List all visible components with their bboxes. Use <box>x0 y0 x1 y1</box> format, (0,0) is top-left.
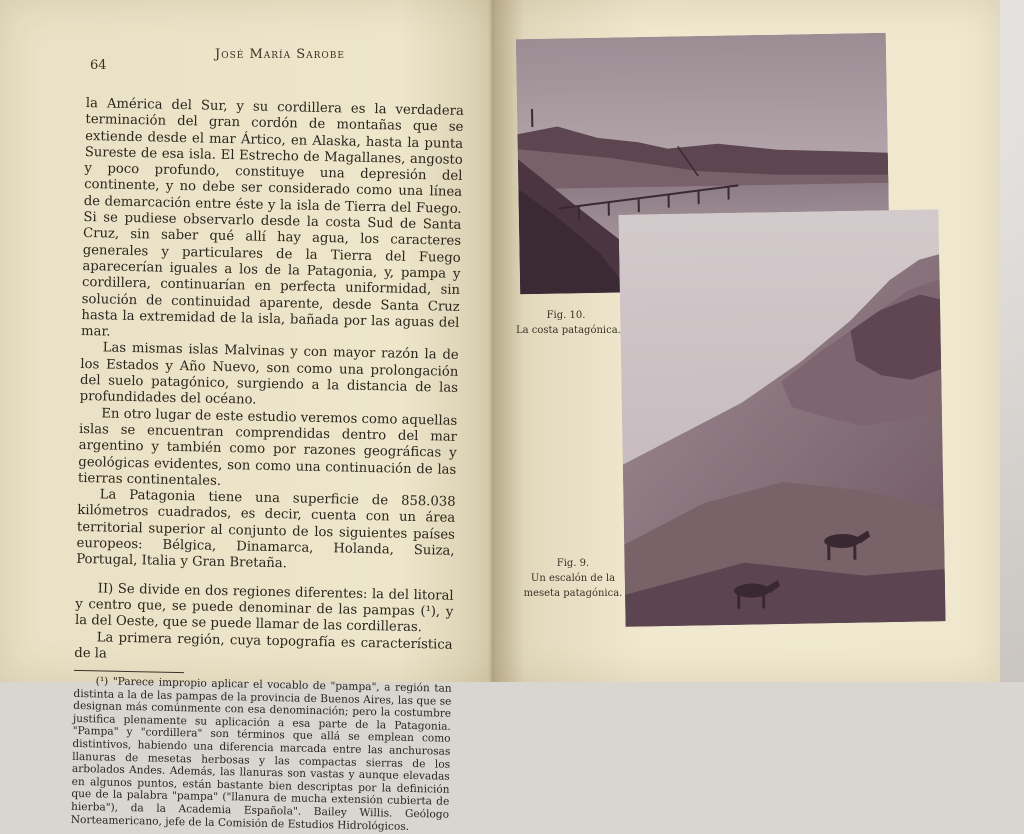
paragraph: II) Se divide en dos regiones diferentes: la del litoral y centro que, se puede denominar de las pampas (¹), y la del Oeste, que se puede llamar de las cordilleras. <box>75 581 454 638</box>
running-head: José María Sarobe <box>215 47 345 62</box>
paragraph: En otro lugar de este estudio veremos como aquellas islas se encuentran comprendidas dentro del mar argentino y también como por razones geográficas y geológicas evidentes, son como una continuación de las tierras continentales. <box>78 406 458 495</box>
figure-label: Fig. 9. <box>518 556 628 571</box>
figure-caption-line2: meseta patagónica. <box>518 586 628 601</box>
left-page <box>0 0 500 682</box>
body-text <box>71 96 464 834</box>
photo-meseta <box>618 209 945 627</box>
footnote: (¹) "Parece impropio aplicar el vocablo de "pampa", a región tan distinta a la de las pampas de la provincia de Buenos Aires, las que se designan más comúnmente con esa denominación; pero la costumbre justifica plenamente su aplicación a esa parte de la Patagonia. "Pampa" y "cordillera" son términos que allá se emplean como distintivos, habiendo una diferencia marcada entre las anchurosas llanuras de mesetas herbosas y las compactas sierras de los arbolados Andes. Además, las llanuras son vastas y aunque elevadas en algunos puntos, están bastante bien descriptas por la definición que de la palabra "pampa" ("llanura de mucha extensión cubierta de hierba"), da la Academia Española". Bailey Willis. Geólogo Norteamericano, jefe de la Comisión de Estudios Hidrológicos. <box>71 675 452 834</box>
figure-label: Fig. 10. <box>516 308 616 323</box>
paragraph: La Patagonia tiene una superficie de 858.038 kilómetros cuadrados, es decir, cuenta con un área territorial superior al conjunto de los siguientes países europeos: Bélgica, Dinamarca, Holanda, Suiza, Portugal, Italia y Gran Bretaña. <box>76 487 456 576</box>
figure-caption-line1: Un escalón de la <box>518 571 628 586</box>
caption-fig9 <box>518 556 628 601</box>
right-page <box>494 0 1000 682</box>
figure-caption: La costa patagónica. <box>516 323 616 338</box>
page-number: 64 <box>90 58 107 73</box>
paragraph: La primera región, cuya topografía es característica de la <box>74 629 453 670</box>
paragraph: Las mismas islas Malvinas y con mayor razón la de los Estados y Año Nuevo, son como una prolongación del suelo patagónico, surgiendo a la distancia de las profundidades del océano. <box>80 340 459 413</box>
paragraph: la América del Sur, y su cordillera es la verdadera terminación del gran cordón de montañas que se extiende desde el mar Ártico, en Alaska, hasta la punta Sureste de esa isla. El Estrecho de Magallanes, angosto y poco profundo, constituye una depresión del continente, y no debe ser considerado como una línea de demarcación entre éste y la isla de Tierra del Fuego. Si se pudiese observarlo desde la costa Sud de Santa Cruz, sin saber qué allí hay agua, los caracteres generales y particulares de la Tierra del Fuego aparecerían iguales a los de la Patagonia, y, pampa y cordillera, continuarían en perfecta uniformidad, sin solución de continuidad aparente, desde Santa Cruz hasta la extremidad de la isla, bañada por las aguas del mar. <box>81 96 464 348</box>
caption-fig10 <box>516 308 616 338</box>
footnote-rule <box>74 670 184 673</box>
